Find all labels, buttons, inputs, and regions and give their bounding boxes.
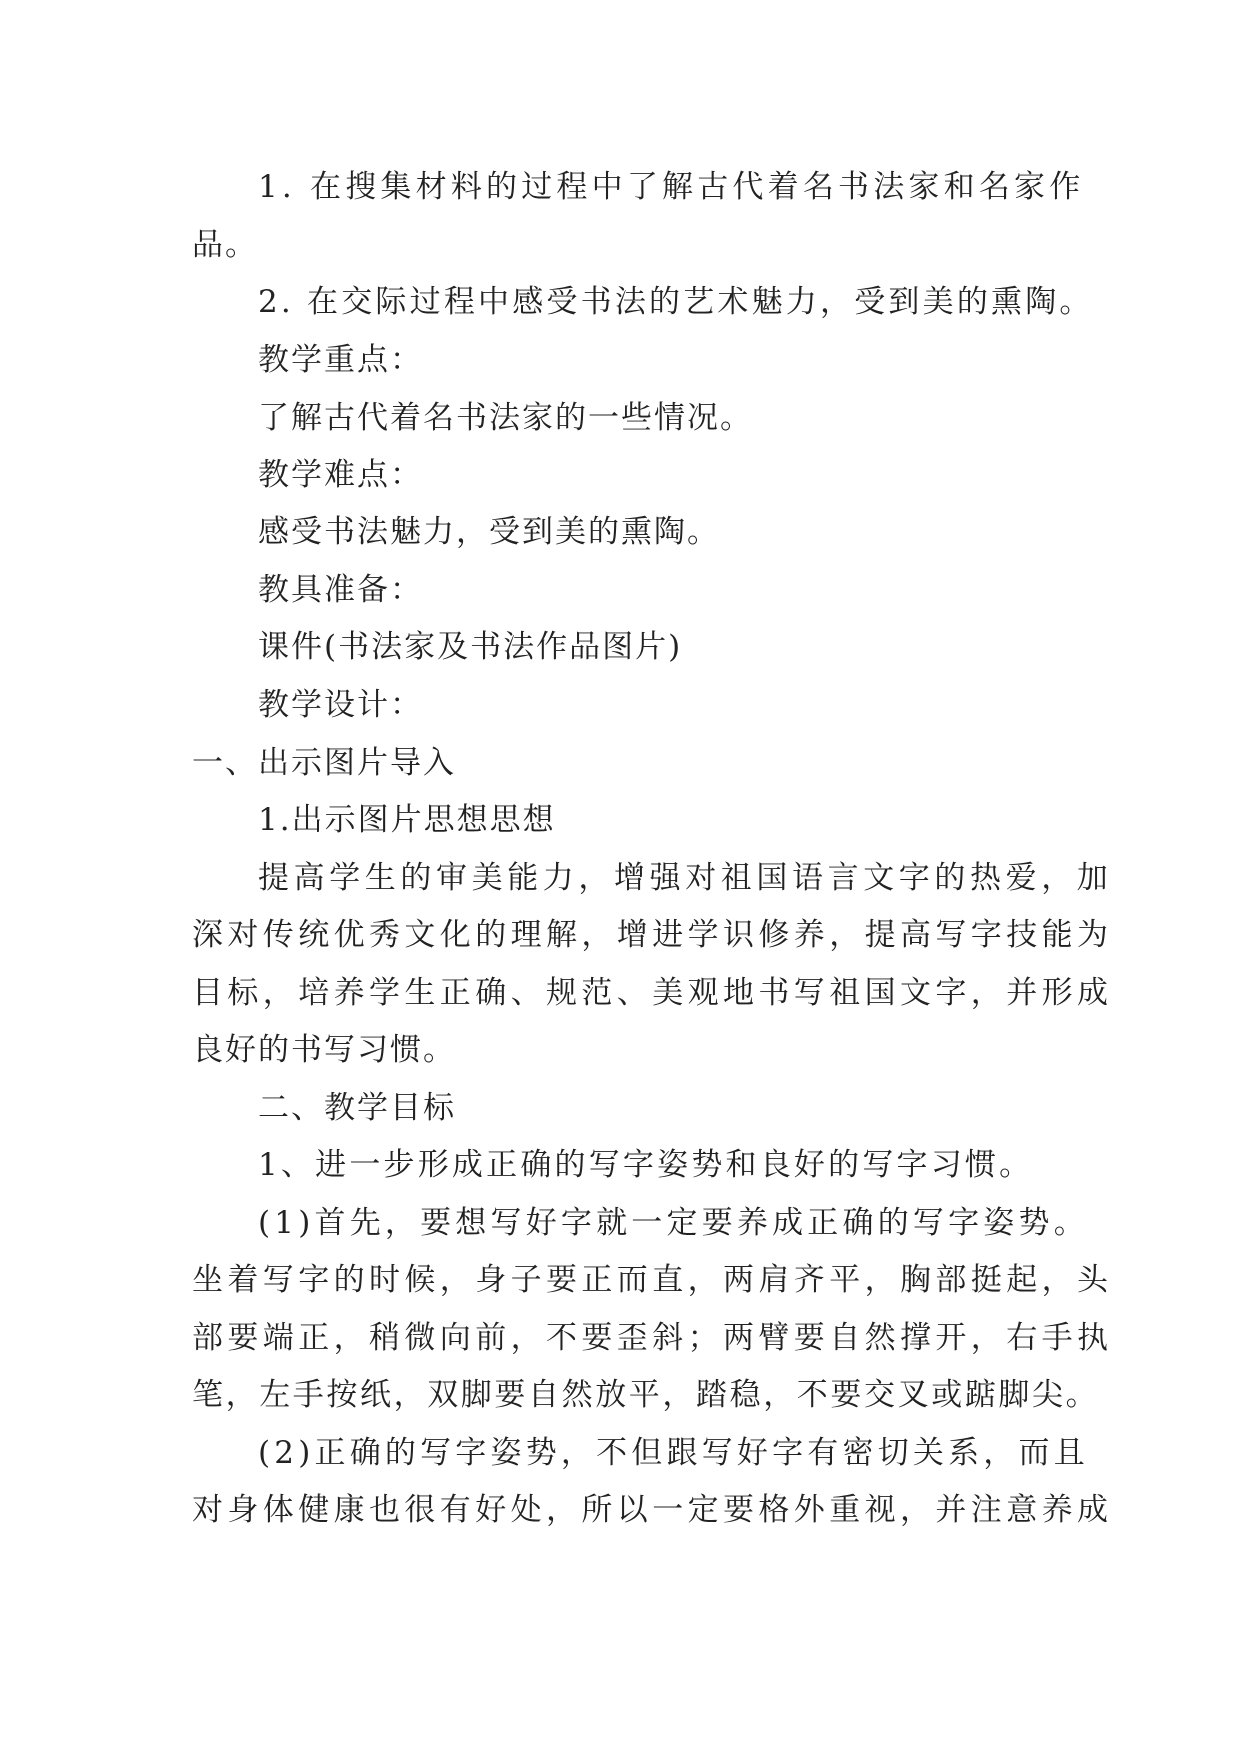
paragraph-line: 部要端正，稍微向前，不要歪斜；两臂要自然撑开，右手执 [192,1320,1113,1356]
paragraph-line: 坐着写字的时候，身子要正而直，两肩齐平，胸部挺起，头 [192,1262,1113,1298]
paragraph-line: 提高学生的审美能力，增强对祖国语言文字的热爱，加 [258,860,1113,896]
section-heading-teaching-difficulty: 教学难点： [258,457,423,493]
text-line: 课件(书法家及书法作品图片) [258,629,683,665]
section-heading-part-two: 二、教学目标 [258,1090,456,1126]
text-line: 1、进一步形成正确的写字姿势和良好的写字习惯。 [258,1147,1034,1183]
section-heading-teaching-focus: 教学重点： [258,342,423,378]
paragraph-line: (2)正确的写字姿势，不但跟写好字有密切关系，而且 [258,1435,1089,1471]
text-line: 1. 在搜集材料的过程中了解古代着名书法家和名家作 [258,169,1085,205]
paragraph-line: 目标，培养学生正确、规范、美观地书写祖国文字，并形成 [192,975,1113,1011]
paragraph-line: (1)首先，要想写好字就一定要养成正确的写字姿势。 [258,1205,1089,1241]
section-heading-teaching-aids: 教具准备： [258,572,423,608]
section-heading-teaching-design: 教学设计： [258,687,423,723]
text-line: 品。 [192,227,258,263]
text-line: 了解古代着名书法家的一些情况。 [258,400,753,436]
paragraph-line: 深对传统优秀文化的理解，增进学识修养，提高写字技能为 [192,917,1113,953]
paragraph-line: 笔，左手按纸，双脚要自然放平，踏稳，不要交叉或踮脚尖。 [192,1377,1100,1413]
text-line: 2. 在交际过程中感受书法的艺术魅力，受到美的熏陶。 [258,284,1094,320]
paragraph-line: 良好的书写习惯。 [192,1032,456,1068]
section-heading-part-one: 一、出示图片导入 [192,745,456,781]
text-line: 1.出示图片思想思想 [258,802,556,838]
text-line: 感受书法魅力，受到美的熏陶。 [258,514,720,550]
paragraph-line: 对身体健康也很有好处，所以一定要格外重视，并注意养成 [192,1492,1113,1528]
